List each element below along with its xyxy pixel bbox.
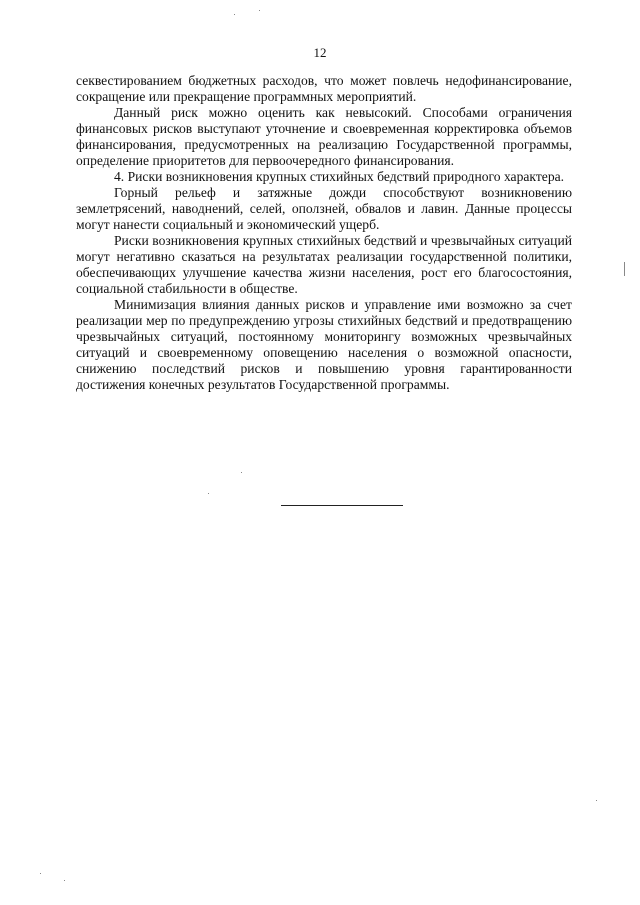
paragraph-risk-minimization: Минимизация влияния данных рисков и управление ими возможно за счет реализации мер по предупреждению угрозы стихийных бедствий и предотвращению чрезвычайных ситуаций, постоянному мониторингу возможных чрезвычайных ситуаций и своевременному оповещению населения о возможной опасности, снижению последствий рисков и повышению уровня гарантированности достижения конечных результатов Государственной программы.	[76, 297, 572, 392]
page-number: 12	[313, 45, 327, 60]
paragraph-emergency-risks: Риски возникновения крупных стихийных бедствий и чрезвычайных ситуаций могут негативно сказаться на результатах реализации государственной политики, обеспечивающих улучшение качества жизни населения, рост его благосостояния, социальной стабильности в обществе.	[76, 233, 572, 296]
scan-speck	[208, 493, 209, 494]
scan-speck	[234, 14, 235, 15]
scan-speck	[241, 472, 242, 473]
paragraph-financial-risk: Данный риск можно оценить как невысокий. Способами ограничения финансовых рисков выступают уточнение и своевременная корректировка объемов финансирования, предусмотренных на реализацию Государственной программы, определение приоритетов для первоочередного финансирования.	[76, 105, 572, 168]
document-body	[76, 73, 572, 393]
end-of-text-rule	[281, 505, 403, 506]
scan-speck	[596, 800, 597, 801]
paragraph-mountain-relief: Горный рельеф и затяжные дожди способствуют возникновению землетрясений, наводнений, селей, оползней, обвалов и лавин. Данные процессы могут нанести социальный и экономический ущерб.	[76, 185, 572, 232]
paragraph-natural-disaster-heading: 4. Риски возникновения крупных стихийных бедствий природного характера.	[114, 169, 565, 184]
paragraph-budget-sequestration: секвестированием бюджетных расходов, что может повлечь недофинансирование, сокращение или прекращение программных мероприятий.	[76, 73, 572, 104]
scan-speck	[259, 10, 260, 11]
scan-speck	[40, 873, 41, 874]
scan-speck	[624, 262, 625, 276]
scan-speck	[64, 880, 65, 881]
